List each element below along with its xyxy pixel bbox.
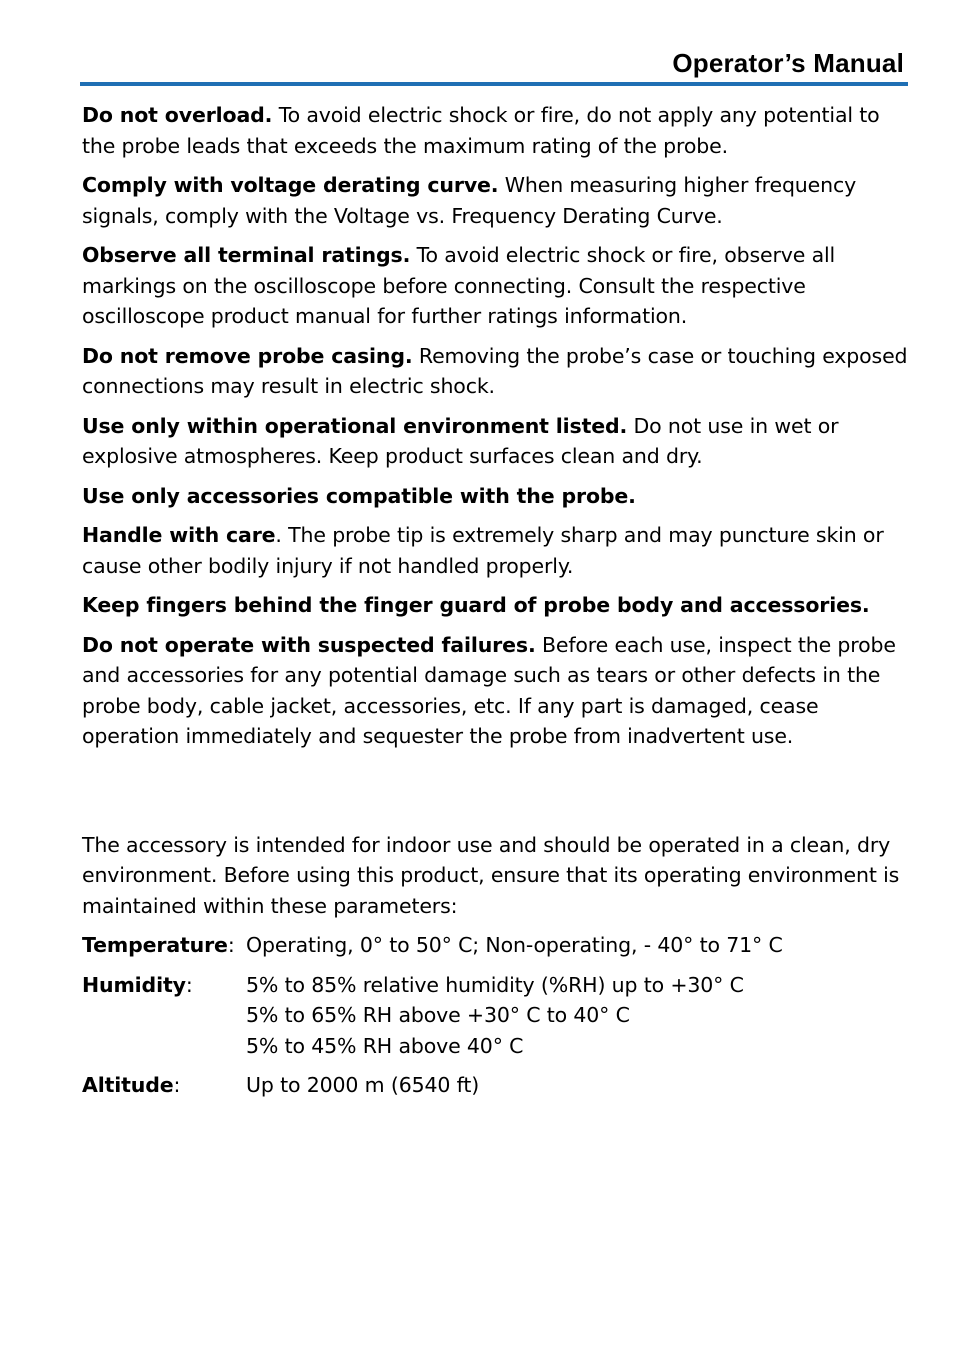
spec-label: Humidity (82, 972, 186, 997)
spec-label: Altitude (82, 1073, 174, 1097)
safety-item-heading: Use only accessories compatible with the probe. (82, 483, 636, 508)
spec-row-altitude (82, 1070, 908, 1101)
safety-item (82, 520, 908, 581)
safety-item-text: . The probe tip is extremely sharp and may puncture skin or cause other bodily injury if not handled properly. (82, 523, 884, 578)
document-body (82, 100, 908, 1110)
safety-list (82, 100, 908, 752)
page-header-title: Operator’s Manual (672, 48, 904, 78)
spec-value: Operating, 0° to 50° C; Non-operating, - 40° to 71° C (246, 933, 783, 957)
safety-item-heading: Do not overload. (82, 103, 273, 127)
safety-item-text: To avoid electric shock or fire, observe all markings on the oscilloscope before connecting. Consult the respective oscilloscope product manual for further ratings information. (82, 243, 836, 328)
header-divider (80, 82, 908, 86)
safety-item-heading: Observe all terminal ratings. (82, 243, 411, 267)
safety-item-heading: Comply with voltage derating curve. (82, 173, 499, 197)
safety-item (82, 170, 908, 231)
spec-colon: : (173, 1073, 181, 1097)
safety-item-text: Before each use, inspect the probe and accessories for any potential damage such as tears or other defects in the probe body, cable jacket, accessories, etc. If any part is damaged, cease operation immediately and sequester the probe from inadvertent use. (82, 632, 896, 748)
safety-item (82, 481, 908, 512)
safety-item-heading: Keep fingers behind the finger guard of probe body and accessories. (82, 593, 870, 617)
spec-label-cell (82, 930, 246, 961)
environment-specs (82, 930, 908, 1101)
spec-label-cell (82, 1070, 246, 1101)
spec-row-temperature (82, 930, 908, 961)
safety-item-text: Do not use in wet or explosive atmospheres. Keep product surfaces clean and dry. (82, 413, 839, 468)
spec-row-humidity (82, 970, 908, 1062)
spec-colon: : (227, 933, 235, 957)
safety-item (82, 590, 908, 621)
safety-item-text: When measuring higher frequency signals, comply with the Voltage vs. Frequency Derating Curve. (82, 173, 857, 228)
safety-item (82, 411, 908, 472)
spec-colon: : (185, 972, 193, 997)
spec-label: Temperature (82, 933, 228, 957)
safety-item-text: Removing the probe’s case or touching exposed connections may result in electric shock. (82, 343, 908, 398)
safety-item (82, 341, 908, 402)
safety-item (82, 240, 908, 332)
spec-value: 5% to 85% relative humidity (%RH) up to +30° C 5% to 65% RH above +30° C to 40° C 5% to 45% RH above 40° C (246, 972, 744, 1058)
spec-value: Up to 2000 m (6540 ft) (246, 1073, 480, 1097)
safety-item-text: To avoid electric shock or fire, do not apply any potential to the probe leads that exceeds the maximum rating of the probe. (82, 103, 880, 158)
safety-item-heading: Do not remove probe casing. (82, 343, 413, 368)
safety-item-heading: Do not operate with suspected failures. (82, 632, 536, 657)
safety-item-heading: Use only within operational environment listed. (82, 413, 628, 438)
environment-intro: The accessory is intended for indoor use and should be operated in a clean, dry environment. Before using this product, ensure that its operating environment is maintained within these parameters: (82, 832, 900, 918)
spec-label-cell (82, 970, 246, 1062)
safety-item (82, 100, 908, 161)
safety-item (82, 630, 908, 752)
safety-item-heading: Handle with care (82, 523, 276, 547)
